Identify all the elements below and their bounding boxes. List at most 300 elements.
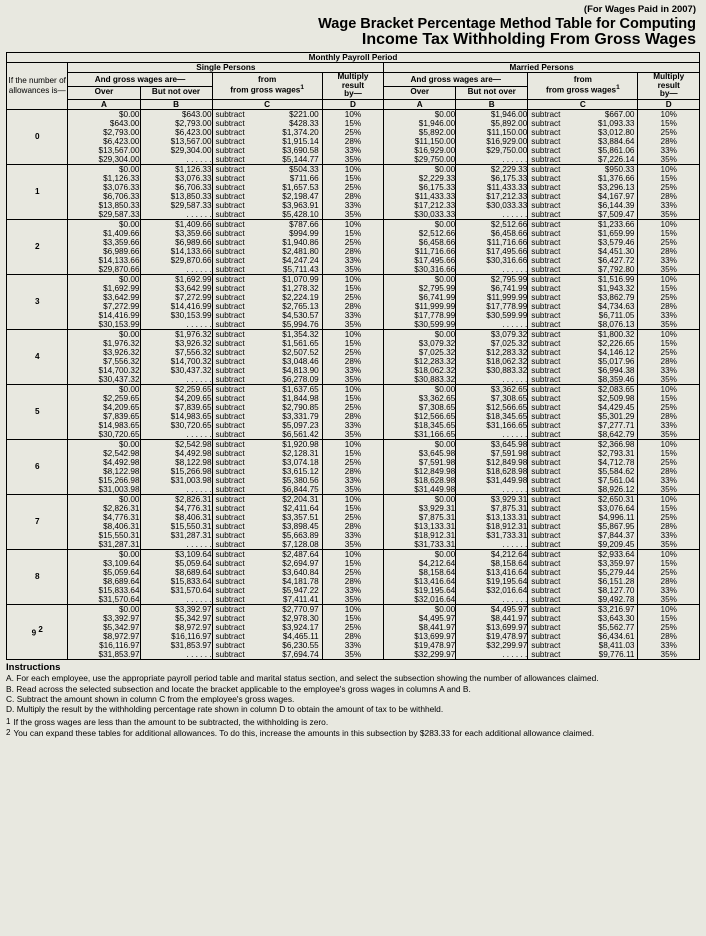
single-over: $30,720.65 bbox=[68, 430, 140, 440]
subtract-amount: $5,017.96 bbox=[598, 356, 635, 366]
single-but-not-over: . . . . . . bbox=[140, 155, 212, 165]
married-but-not-over: $3,079.32 bbox=[456, 329, 528, 339]
subtract-amount: $3,862.79 bbox=[598, 292, 635, 302]
married-subtract-c bbox=[528, 219, 638, 229]
single-over: $31,570.64 bbox=[68, 595, 140, 605]
married-multiply-d: 10% bbox=[638, 549, 700, 559]
single-but-not-over: $6,706.33 bbox=[140, 183, 212, 192]
single-subtract-c bbox=[212, 650, 322, 660]
married-subtract-c bbox=[528, 586, 638, 595]
subtract-amount: $2,770.97 bbox=[282, 604, 319, 614]
subtract-label: subtract bbox=[531, 237, 561, 247]
footnote-1-text: If the gross wages are less than the amount to be subtracted, the withholding is zero. bbox=[13, 717, 329, 728]
subtract-label: subtract bbox=[215, 319, 245, 329]
subtract-amount: $7,128.08 bbox=[282, 539, 319, 549]
single-multiply-d: 25% bbox=[322, 348, 383, 357]
allowance-number: 2 bbox=[7, 219, 68, 274]
single-subtract-c bbox=[212, 229, 322, 238]
subtract-label: subtract bbox=[215, 301, 245, 311]
single-multiply-d: 33% bbox=[322, 531, 383, 540]
subtract-amount: $1,070.99 bbox=[282, 274, 319, 284]
single-over: $0.00 bbox=[68, 494, 140, 504]
single-but-not-over: $6,423.00 bbox=[140, 128, 212, 137]
married-but-not-over: $6,741.99 bbox=[456, 284, 528, 293]
married-subtract-c bbox=[528, 614, 638, 623]
single-over: $1,692.99 bbox=[68, 284, 140, 293]
subtract-label: subtract bbox=[215, 530, 245, 540]
subtract-amount: $2,765.13 bbox=[282, 301, 319, 311]
single-over: $4,776.31 bbox=[68, 513, 140, 522]
married-multiply-d: 25% bbox=[638, 623, 700, 632]
single-subtract-c bbox=[212, 439, 322, 449]
subtract-label: subtract bbox=[215, 512, 245, 522]
subtract-label: subtract bbox=[215, 154, 245, 164]
single-subtract-c bbox=[212, 247, 322, 256]
subtract-label: subtract bbox=[215, 283, 245, 293]
subtract-label: subtract bbox=[531, 109, 561, 119]
subtract-amount: $2,507.52 bbox=[282, 347, 319, 357]
single-subtract-c bbox=[212, 119, 322, 128]
single-subtract-c bbox=[212, 449, 322, 458]
subtract-amount: $5,711.43 bbox=[282, 264, 319, 274]
married-over: $0.00 bbox=[384, 549, 456, 559]
subtract-amount: $2,411.64 bbox=[282, 503, 319, 513]
subtract-amount: $504.33 bbox=[289, 164, 319, 174]
single-multiply-d: 33% bbox=[322, 476, 383, 485]
single-over: $3,109.64 bbox=[68, 559, 140, 568]
married-over: $7,308.65 bbox=[384, 403, 456, 412]
subtract-amount: $2,933.64 bbox=[598, 549, 635, 559]
subtract-label: subtract bbox=[531, 429, 561, 439]
subtract-label: subtract bbox=[215, 567, 245, 577]
subtract-label: subtract bbox=[215, 182, 245, 192]
single-but-not-over: $7,272.99 bbox=[140, 293, 212, 302]
single-but-not-over: $30,720.65 bbox=[140, 421, 212, 430]
married-over: $19,195.64 bbox=[384, 586, 456, 595]
single-over: $1,976.32 bbox=[68, 339, 140, 348]
single-subtract-c bbox=[212, 219, 322, 229]
married-subtract-c bbox=[528, 201, 638, 210]
single-but-not-over: $31,570.64 bbox=[140, 586, 212, 595]
subtract-label: subtract bbox=[215, 109, 245, 119]
single-but-not-over: $7,839.65 bbox=[140, 403, 212, 412]
subtract-label: subtract bbox=[215, 237, 245, 247]
single-gross-wages-header: And gross wages are— bbox=[68, 73, 212, 87]
single-subtract-c bbox=[212, 559, 322, 568]
single-but-not-over: $1,692.99 bbox=[140, 274, 212, 284]
subtract-label: subtract bbox=[215, 164, 245, 174]
subtract-label: subtract bbox=[215, 264, 245, 274]
table-row bbox=[7, 357, 700, 366]
subtract-amount: $5,994.76 bbox=[282, 319, 319, 329]
instruction-a: A. For each employee, use the appropriate payroll period table and marital status section, and select the subsection showing the number of allowances claimed. bbox=[6, 673, 599, 684]
table-row bbox=[7, 458, 700, 467]
married-subtract-c bbox=[528, 348, 638, 357]
married-multiply-d: 35% bbox=[638, 485, 700, 495]
married-multiply-d: 28% bbox=[638, 137, 700, 146]
allowance-number: 5 bbox=[7, 384, 68, 439]
single-but-not-over: $29,587.33 bbox=[140, 201, 212, 210]
single-subtract-c bbox=[212, 623, 322, 632]
table-row bbox=[7, 540, 700, 550]
single-subtract-c bbox=[212, 568, 322, 577]
table-row bbox=[7, 650, 700, 660]
married-multiply-d: 10% bbox=[638, 439, 700, 449]
married-subtract-c bbox=[528, 403, 638, 412]
subtract-amount: $5,301.29 bbox=[598, 411, 635, 421]
single-over: $14,983.65 bbox=[68, 421, 140, 430]
table-row bbox=[7, 146, 700, 155]
subtract-label: subtract bbox=[531, 246, 561, 256]
from-label: from bbox=[258, 75, 277, 85]
married-subtract-c bbox=[528, 485, 638, 495]
married-over: $6,175.33 bbox=[384, 183, 456, 192]
single-multiply-d: 28% bbox=[322, 467, 383, 476]
subtract-amount: $8,076.13 bbox=[598, 319, 635, 329]
subtract-amount: $787.66 bbox=[289, 219, 319, 229]
subtract-label: subtract bbox=[531, 255, 561, 265]
single-but-not-over: . . . . . . bbox=[140, 375, 212, 385]
subtract-amount: $1,233.66 bbox=[598, 219, 635, 229]
single-subtract-c bbox=[212, 284, 322, 293]
single-but-not-over: . . . . . . bbox=[140, 320, 212, 330]
subtract-label: subtract bbox=[531, 283, 561, 293]
single-multiply-d: 10% bbox=[322, 274, 383, 284]
married-multiply-d: 25% bbox=[638, 238, 700, 247]
married-multiply-d: 35% bbox=[638, 430, 700, 440]
married-multiply-d: 10% bbox=[638, 494, 700, 504]
single-multiply-d: 35% bbox=[322, 320, 383, 330]
married-but-not-over: $30,883.32 bbox=[456, 366, 528, 375]
married-over: $7,875.31 bbox=[384, 513, 456, 522]
single-multiply-d: 35% bbox=[322, 265, 383, 275]
single-subtract-c bbox=[212, 476, 322, 485]
married-over: $0.00 bbox=[384, 494, 456, 504]
single-multiply-d: 35% bbox=[322, 155, 383, 165]
subtract-amount: $994.99 bbox=[289, 228, 319, 238]
married-subtract-c bbox=[528, 412, 638, 421]
subtract-label: subtract bbox=[215, 613, 245, 623]
married-over: $4,212.64 bbox=[384, 559, 456, 568]
subtract-label: subtract bbox=[531, 622, 561, 632]
table-row bbox=[7, 164, 700, 174]
subtract-amount: $7,509.47 bbox=[598, 209, 635, 219]
married-subtract-c bbox=[528, 494, 638, 504]
married-subtract-c bbox=[528, 183, 638, 192]
married-multiply-d: 10% bbox=[638, 604, 700, 614]
subtract-label: subtract bbox=[215, 558, 245, 568]
married-but-not-over: $13,133.31 bbox=[456, 513, 528, 522]
table-row bbox=[7, 522, 700, 531]
subtract-amount: $1,800.32 bbox=[598, 329, 635, 339]
subtract-amount: $3,690.58 bbox=[282, 145, 319, 155]
single-but-not-over: $643.00 bbox=[140, 109, 212, 119]
single-over: $2,259.65 bbox=[68, 394, 140, 403]
single-but-not-over: $2,793.00 bbox=[140, 119, 212, 128]
single-multiply-d: 25% bbox=[322, 403, 383, 412]
married-but-not-over: $18,628.98 bbox=[456, 467, 528, 476]
subtract-amount: $9,492.78 bbox=[598, 594, 635, 604]
subtract-label: subtract bbox=[531, 494, 561, 504]
subtract-label: subtract bbox=[531, 539, 561, 549]
married-multiply-d: 28% bbox=[638, 412, 700, 421]
single-over: $8,406.31 bbox=[68, 522, 140, 531]
single-but-not-over: $2,542.98 bbox=[140, 439, 212, 449]
single-subtract-c bbox=[212, 586, 322, 595]
subtract-label: subtract bbox=[531, 274, 561, 284]
gross-wages-label: from gross wages bbox=[546, 85, 617, 95]
married-but-not-over: $11,150.00 bbox=[456, 128, 528, 137]
married-multiply-d: 10% bbox=[638, 384, 700, 394]
married-but-not-over: $13,416.64 bbox=[456, 568, 528, 577]
single-multiply-d: 28% bbox=[322, 632, 383, 641]
married-over: $30,033.33 bbox=[384, 210, 456, 220]
married-subtract-c bbox=[528, 339, 638, 348]
married-but-not-over: $2,795.99 bbox=[456, 274, 528, 284]
married-multiply-d: 28% bbox=[638, 522, 700, 531]
single-but-not-over: $30,153.99 bbox=[140, 311, 212, 320]
single-subtract-c bbox=[212, 265, 322, 275]
married-but-not-over: . . . . . . bbox=[456, 265, 528, 275]
subtract-amount: $7,411.41 bbox=[282, 594, 319, 604]
table-row bbox=[7, 623, 700, 632]
subtract-amount: $5,144.77 bbox=[282, 154, 319, 164]
married-but-not-over: $7,875.31 bbox=[456, 504, 528, 513]
table-row bbox=[7, 375, 700, 385]
married-subtract-c bbox=[528, 119, 638, 128]
single-over: $8,689.64 bbox=[68, 577, 140, 586]
subtract-amount: $7,561.04 bbox=[598, 475, 635, 485]
married-but-not-over: . . . . . . bbox=[456, 320, 528, 330]
single-over: $0.00 bbox=[68, 329, 140, 339]
table-row bbox=[7, 614, 700, 623]
table-row bbox=[7, 384, 700, 394]
subtract-amount: $2,793.31 bbox=[598, 448, 635, 458]
married-but-not-over: $2,229.33 bbox=[456, 164, 528, 174]
married-over: $17,495.66 bbox=[384, 256, 456, 265]
table-row bbox=[7, 339, 700, 348]
married-but-not-over: . . . . . . bbox=[456, 155, 528, 165]
married-over: $32,016.64 bbox=[384, 595, 456, 605]
subtract-amount: $6,711.05 bbox=[598, 310, 635, 320]
subtract-amount: $1,657.53 bbox=[282, 182, 319, 192]
single-multiply-d: 15% bbox=[322, 559, 383, 568]
single-but-not-over: $1,126.33 bbox=[140, 164, 212, 174]
married-over: $29,750.00 bbox=[384, 155, 456, 165]
single-multiply-d: 28% bbox=[322, 357, 383, 366]
table-row bbox=[7, 641, 700, 650]
subtract-label: subtract bbox=[215, 347, 245, 357]
subtract-amount: $6,844.75 bbox=[282, 484, 319, 494]
married-over: $7,025.32 bbox=[384, 348, 456, 357]
subtract-label: subtract bbox=[531, 549, 561, 559]
footnote-1 bbox=[6, 717, 700, 727]
single-multiply-d: 15% bbox=[322, 504, 383, 513]
single-multiply-d: 28% bbox=[322, 522, 383, 531]
married-over: $0.00 bbox=[384, 329, 456, 339]
table-row bbox=[7, 549, 700, 559]
subtract-label: subtract bbox=[215, 649, 245, 659]
subtract-label: subtract bbox=[531, 374, 561, 384]
subtract-amount: $4,530.57 bbox=[282, 310, 319, 320]
single-over: $2,542.98 bbox=[68, 449, 140, 458]
married-but-not-over: $3,645.98 bbox=[456, 439, 528, 449]
married-multiply-d: 33% bbox=[638, 586, 700, 595]
single-over: $3,359.66 bbox=[68, 238, 140, 247]
single-over: $7,272.99 bbox=[68, 302, 140, 311]
married-over: $30,599.99 bbox=[384, 320, 456, 330]
single-subtract-c bbox=[212, 238, 322, 247]
subtract-amount: $7,277.71 bbox=[598, 420, 635, 430]
married-multiply-d: 33% bbox=[638, 256, 700, 265]
single-multiply-d: 35% bbox=[322, 595, 383, 605]
subtract-label: subtract bbox=[531, 319, 561, 329]
single-over: $0.00 bbox=[68, 219, 140, 229]
single-multiply-d: 25% bbox=[322, 293, 383, 302]
married-subtract-c bbox=[528, 476, 638, 485]
single-multiply-d: 15% bbox=[322, 394, 383, 403]
single-multiply-d: 35% bbox=[322, 650, 383, 660]
married-multiply-d: 25% bbox=[638, 513, 700, 522]
single-over: $14,133.66 bbox=[68, 256, 140, 265]
subtract-amount: $2,481.80 bbox=[282, 246, 319, 256]
subtract-amount: $3,296.13 bbox=[598, 182, 635, 192]
single-subtract-c bbox=[212, 467, 322, 476]
married-multiply-d: 15% bbox=[638, 119, 700, 128]
married-multiply-d: 28% bbox=[638, 467, 700, 476]
married-subtract-c bbox=[528, 513, 638, 522]
single-over: $0.00 bbox=[68, 604, 140, 614]
table-row bbox=[7, 559, 700, 568]
instruction-d: D. Multiply the result by the withholding percentage rate shown in column D to obtain the amount of tax to be withheld. bbox=[6, 704, 444, 715]
subtract-amount: $5,584.62 bbox=[598, 466, 635, 476]
single-subtract-c bbox=[212, 201, 322, 210]
table-row bbox=[7, 119, 700, 128]
married-multiply-d: 28% bbox=[638, 192, 700, 201]
married-multiply-d: 10% bbox=[638, 164, 700, 174]
subtract-label: subtract bbox=[215, 640, 245, 650]
married-but-not-over: $12,849.98 bbox=[456, 458, 528, 467]
married-over: $2,512.66 bbox=[384, 229, 456, 238]
married-subtract-c bbox=[528, 366, 638, 375]
single-multiply-d: 28% bbox=[322, 412, 383, 421]
married-subtract-c bbox=[528, 174, 638, 183]
subtract-label: subtract bbox=[531, 219, 561, 229]
subtract-label: subtract bbox=[215, 411, 245, 421]
single-over: $0.00 bbox=[68, 164, 140, 174]
married-but-not-over: $2,512.66 bbox=[456, 219, 528, 229]
subtract-amount: $4,429.45 bbox=[598, 402, 635, 412]
table-row bbox=[7, 274, 700, 284]
subtract-amount: $221.00 bbox=[289, 109, 319, 119]
married-subtract-c bbox=[528, 137, 638, 146]
subtract-amount: $6,994.38 bbox=[598, 365, 635, 375]
table-row bbox=[7, 155, 700, 165]
married-subtract-c bbox=[528, 274, 638, 284]
single-subtract-c bbox=[212, 339, 322, 348]
subtract-label: subtract bbox=[215, 494, 245, 504]
married-but-not-over: $18,912.31 bbox=[456, 522, 528, 531]
subtract-amount: $3,615.12 bbox=[282, 466, 319, 476]
subtract-amount: $1,844.98 bbox=[282, 393, 319, 403]
single-but-not-over: . . . . . . bbox=[140, 650, 212, 660]
single-subtract-c bbox=[212, 394, 322, 403]
married-multiply-d: 35% bbox=[638, 210, 700, 220]
subtract-amount: $2,509.98 bbox=[598, 393, 635, 403]
married-multiply-d: 35% bbox=[638, 540, 700, 550]
footnote-marker-2: 2 bbox=[36, 625, 43, 635]
subtract-amount: $8,127.70 bbox=[598, 585, 635, 595]
subtract-label: subtract bbox=[531, 127, 561, 137]
married-multiply-d: 25% bbox=[638, 183, 700, 192]
single-over: $7,556.32 bbox=[68, 357, 140, 366]
single-multiply-d: 10% bbox=[322, 384, 383, 394]
allowances-header: If the number of allowances is— bbox=[7, 63, 68, 110]
single-subtract-c bbox=[212, 348, 322, 357]
subtract-label: subtract bbox=[215, 200, 245, 210]
instructions-block bbox=[6, 662, 700, 738]
single-multiply-d: 35% bbox=[322, 210, 383, 220]
married-but-not-over: $5,892.00 bbox=[456, 119, 528, 128]
single-over: $0.00 bbox=[68, 274, 140, 284]
single-over: $4,209.65 bbox=[68, 403, 140, 412]
married-subtract-c bbox=[528, 549, 638, 559]
married-subtract-c bbox=[528, 439, 638, 449]
table-row bbox=[7, 531, 700, 540]
married-over: $11,433.33 bbox=[384, 192, 456, 201]
col-letter-b-married: B bbox=[456, 99, 528, 109]
subtract-amount: $7,792.80 bbox=[598, 264, 635, 274]
married-but-not-over-header: But not over bbox=[456, 86, 528, 99]
table-row bbox=[7, 238, 700, 247]
single-subtract-c bbox=[212, 513, 322, 522]
single-but-not-over: $8,689.64 bbox=[140, 568, 212, 577]
single-but-not-over: $8,972.97 bbox=[140, 623, 212, 632]
col-letter-b-single: B bbox=[140, 99, 212, 109]
married-subtract-c bbox=[528, 504, 638, 513]
single-subtract-c bbox=[212, 210, 322, 220]
subtract-label: subtract bbox=[531, 448, 561, 458]
married-over: $18,912.31 bbox=[384, 531, 456, 540]
subtract-amount: $6,434.61 bbox=[598, 631, 635, 641]
married-subtract-c bbox=[528, 329, 638, 339]
single-multiply-d: 25% bbox=[322, 568, 383, 577]
subtract-amount: $4,712.78 bbox=[598, 457, 635, 467]
married-multiply-d: 15% bbox=[638, 504, 700, 513]
single-but-not-over: $8,122.98 bbox=[140, 458, 212, 467]
married-multiply-d: 33% bbox=[638, 146, 700, 155]
subtract-label: subtract bbox=[215, 622, 245, 632]
col-letter-c-married: C bbox=[528, 99, 638, 109]
single-but-not-over: $15,266.98 bbox=[140, 467, 212, 476]
married-over: $18,628.98 bbox=[384, 476, 456, 485]
married-subtract-c bbox=[528, 128, 638, 137]
single-but-not-over: $5,059.64 bbox=[140, 559, 212, 568]
married-subtract-c bbox=[528, 421, 638, 430]
single-multiply-d: 15% bbox=[322, 229, 383, 238]
married-multiply-d: 10% bbox=[638, 274, 700, 284]
single-subtract-c bbox=[212, 412, 322, 421]
married-over: $5,892.00 bbox=[384, 128, 456, 137]
allowance-number: 0 bbox=[7, 109, 68, 164]
married-over: $18,345.65 bbox=[384, 421, 456, 430]
table-row bbox=[7, 109, 700, 119]
subtract-label: subtract bbox=[531, 329, 561, 339]
single-subtract-c bbox=[212, 320, 322, 330]
single-subtract-c bbox=[212, 614, 322, 623]
single-over: $3,926.32 bbox=[68, 348, 140, 357]
single-over: $16,116.97 bbox=[68, 641, 140, 650]
